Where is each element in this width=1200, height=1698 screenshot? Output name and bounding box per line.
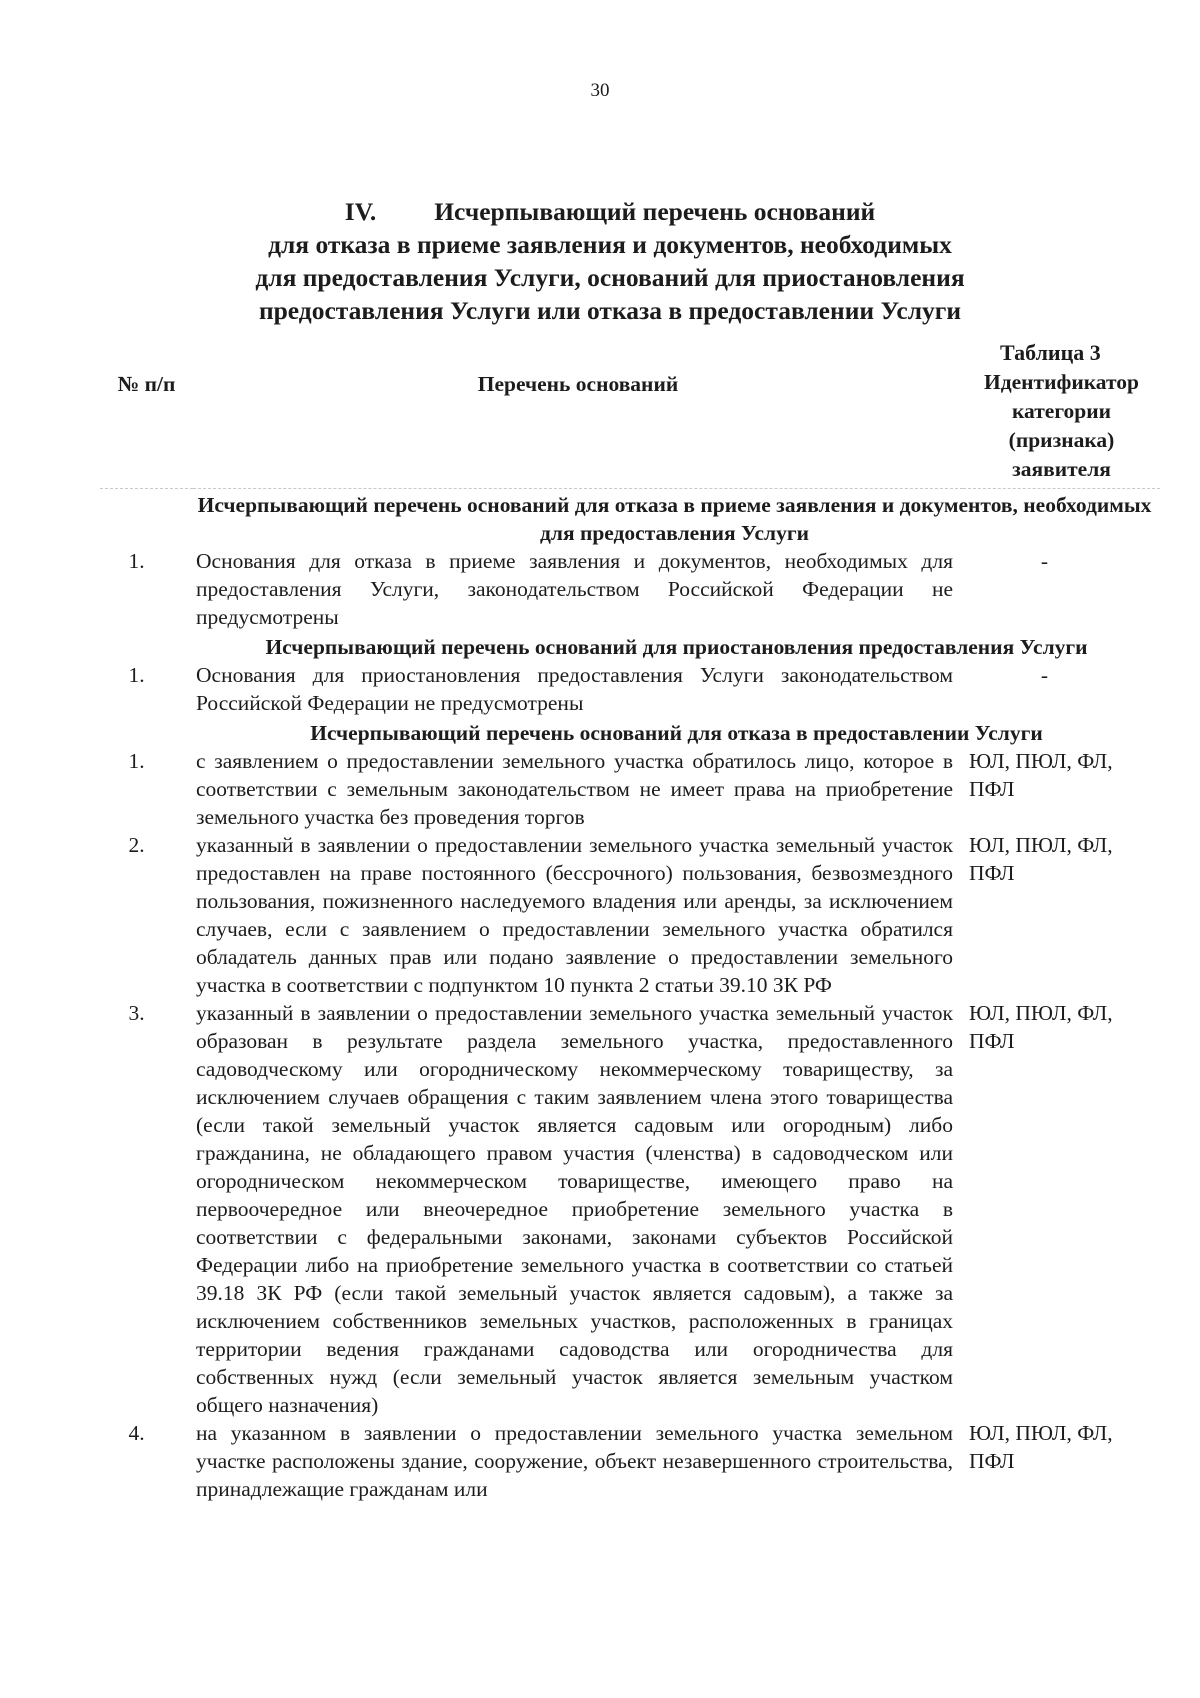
- table-row: [100, 1419, 1160, 1503]
- section-title-refusal-service: Исчерпывающий перечень оснований для отказа в предоставлении Услуги: [310, 721, 1043, 745]
- section-title-row: [100, 631, 1160, 661]
- heading-line-3: для предоставления Услуги, оснований для приостановления: [255, 263, 965, 292]
- row-identifier: ЮЛ, ПЮЛ, ФЛ, ПФЛ: [969, 1421, 1113, 1473]
- section-title-row: [100, 489, 1160, 548]
- header-grounds-list: Перечень оснований: [193, 368, 963, 489]
- row-identifier: -: [1040, 549, 1049, 573]
- header-applicant-identifier: Идентификатор категории (признака) заявителя: [963, 368, 1160, 489]
- row-number: 1.: [128, 663, 145, 687]
- row-number: 2.: [128, 833, 145, 857]
- row-text: Основания для отказа в приеме заявления и документов, необходимых для предоставления Услуги, законодательством Российской Федерации не предусмотрены: [196, 549, 953, 629]
- table-row: [100, 831, 1160, 999]
- table-row: [100, 661, 1160, 717]
- header-number: № п/п: [100, 368, 193, 489]
- table-caption: Таблица 3: [1000, 340, 1101, 365]
- heading-line-4: предоставления Услуги или отказа в предоставлении Услуги: [258, 296, 962, 325]
- row-number: 3.: [128, 1001, 145, 1025]
- row-text: на указанном в заявлении о предоставлении земельного участка земельном участке расположены здание, сооружение, объект незавершенного строительства, принадлежащие гражданам или: [196, 1421, 953, 1501]
- section-heading: [150, 195, 1070, 327]
- row-text: с заявлением о предоставлении земельного участка обратилось лицо, которое в соответствии с земельным законодательством не имеет права на приобретение земельного участка без проведения торгов: [196, 749, 953, 829]
- row-identifier: -: [1040, 663, 1049, 687]
- row-text: Основания для приостановления предоставления Услуги законодательством Российской Федерации не предусмотрены: [196, 663, 953, 715]
- row-text: указанный в заявлении о предоставлении земельного участка земельный участок предоставлен на праве постоянного (бессрочного) пользования, безвозмездного пользования, пожизненного наследуемого владения или аренды, за исключением случаев, если с заявлением о предоставлении земельного участка обратился обладатель данных прав или подано заявление о предоставлении земельного участка в соответствии с подпунктом 10 пункта 2 статьи 39.10 ЗК РФ: [196, 833, 953, 997]
- heading-line-2: для отказа в приеме заявления и документов, необходимых: [268, 230, 952, 259]
- section-title-suspension: Исчерпывающий перечень оснований для приостановления предоставления Услуги: [265, 635, 1088, 659]
- row-identifier: ЮЛ, ПЮЛ, ФЛ, ПФЛ: [969, 833, 1113, 885]
- table-row: [100, 747, 1160, 831]
- section-roman-numeral: IV.: [344, 197, 377, 226]
- section-title-refusal-acceptance: Исчерпывающий перечень оснований для отказа в приеме заявления и документов, необходимых для предоставления Услуги: [197, 493, 1152, 545]
- section-title-row: [100, 717, 1160, 747]
- page-number: 30: [590, 80, 610, 101]
- table-header-row: [100, 368, 1160, 489]
- row-identifier: ЮЛ, ПЮЛ, ФЛ, ПФЛ: [969, 1001, 1113, 1053]
- row-number: 1.: [128, 549, 145, 573]
- table-row: [100, 999, 1160, 1419]
- row-number: 1.: [128, 749, 145, 773]
- row-identifier: ЮЛ, ПЮЛ, ФЛ, ПФЛ: [969, 749, 1113, 801]
- table-row: [100, 547, 1160, 631]
- row-number: 4.: [128, 1421, 145, 1445]
- grounds-table: [100, 368, 1160, 1503]
- heading-line-1: Исчерпывающий перечень оснований: [434, 197, 876, 226]
- row-text: указанный в заявлении о предоставлении земельного участка земельный участок образован в результате раздела земельного участка, предоставленного садоводческому или огородническому некоммерческому товариществу, за исключением случаев обращения с таким заявлением члена этого товарищества (если такой земельный участок является садовым или огородным) либо гражданина, не обладающего правом участия (членства) в садоводческом или огородническом некоммерческом товариществе, имеющего право на первоочередное или внеочередное приобретение земельного участка в соответствии с федеральными законами, законами субъектов Российской Федерации либо на приобретение земельного участка в соответствии со статьей 39.18 ЗК РФ (если такой земельный участок является садовым), а также за исключением собственников земельных участков, расположенных в границах территории ведения гражданами садоводства или огородничества для собственных нужд (если земельный участок является земельным участком общего назначения): [196, 1001, 953, 1417]
